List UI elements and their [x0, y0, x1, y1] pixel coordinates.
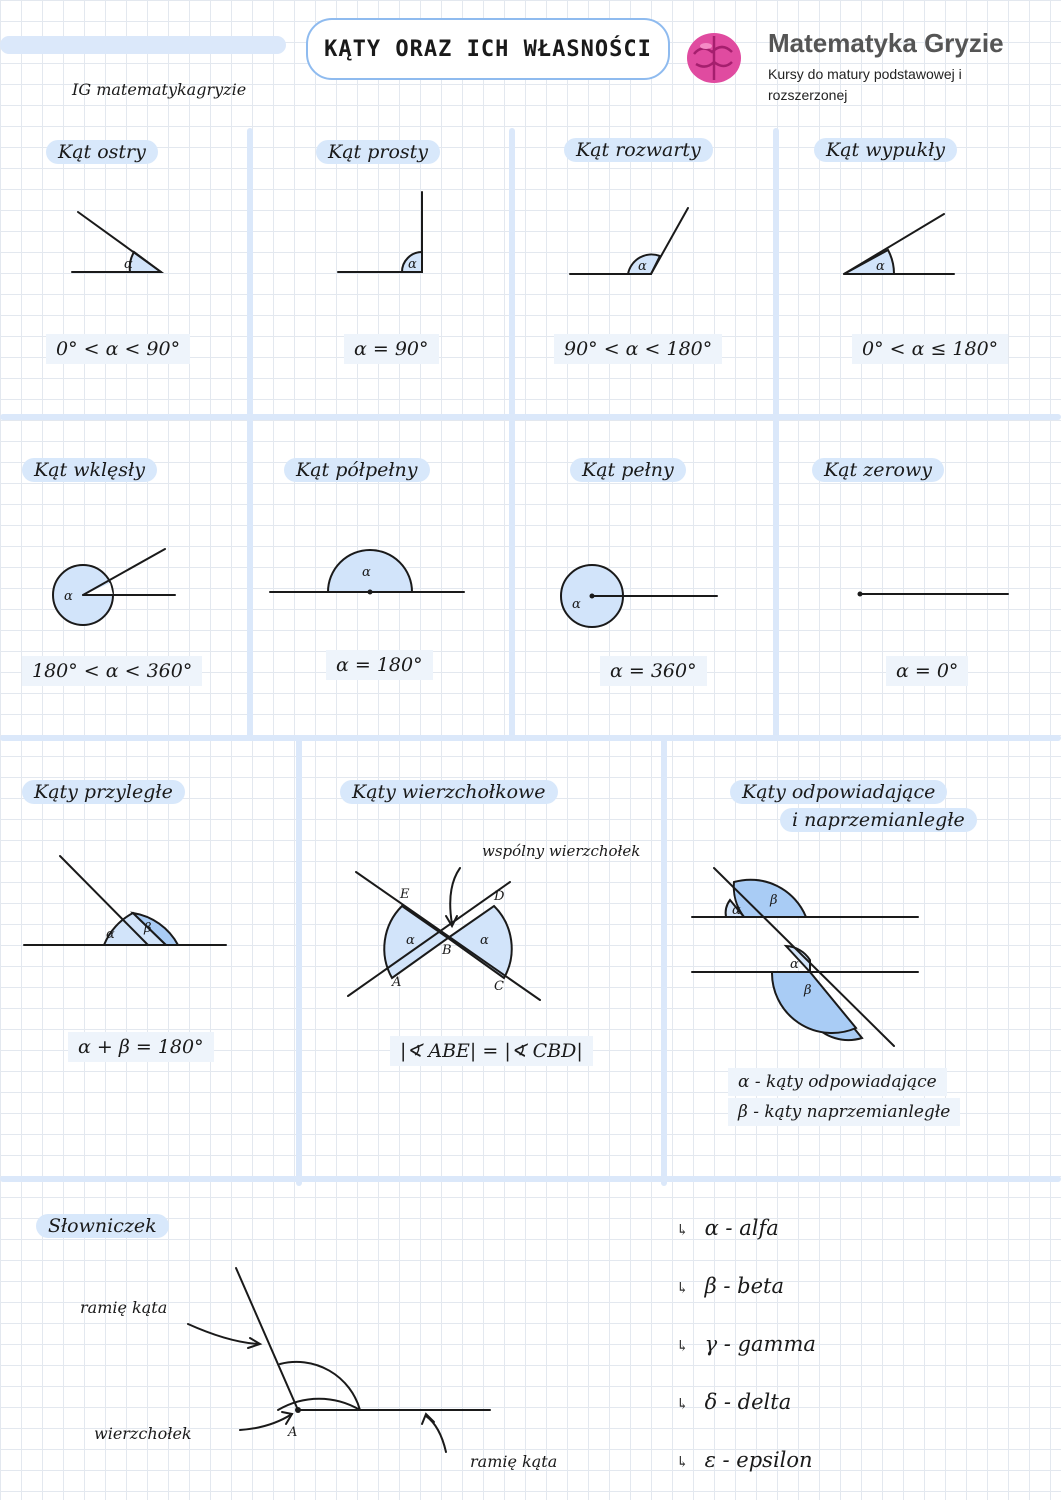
- straight-angle-formula: α = 180°: [326, 650, 433, 680]
- alpha-label: α: [124, 257, 133, 272]
- ig-handle: IG matematykagryzie: [72, 80, 247, 99]
- vertex-label: wierzchołek: [94, 1424, 192, 1443]
- corresponding-angles-title-2: i naprzemianległe: [780, 808, 977, 832]
- alpha-label: α: [638, 259, 647, 274]
- adjacent-angles-title: Kąty przyległe: [22, 780, 185, 804]
- arrow-icon: ↳: [676, 1221, 689, 1239]
- obtuse-angle-title: Kąt rozwarty: [564, 138, 713, 162]
- arrow-icon: ↳: [676, 1453, 689, 1471]
- adjacent-angles-formula: α + β = 180°: [68, 1032, 214, 1062]
- arm-label-bottom: ramię kąta: [470, 1452, 558, 1471]
- alpha-label: α: [106, 927, 115, 942]
- beta-label: β: [770, 893, 778, 908]
- right-angle-formula: α = 90°: [344, 334, 439, 364]
- alpha-label: α: [572, 597, 581, 612]
- vertical-angles-formula: |∢ ABE| = |∢ CBD|: [390, 1036, 593, 1066]
- convex-angle-diagram: [836, 200, 966, 290]
- obtuse-angle-diagram: [560, 200, 700, 290]
- corresponding-angles-diagram: [686, 860, 926, 1050]
- brand-name: Matematyka Gryzie: [768, 28, 1004, 58]
- acute-angle-diagram: [60, 200, 180, 290]
- brand-subtitle: Kursy do matury podstawowej i rozszerzonej: [768, 66, 962, 103]
- point-a: A: [392, 975, 402, 990]
- arrow-icon: ↳: [676, 1279, 689, 1297]
- arrow-icon: ↳: [676, 1337, 689, 1355]
- straight-angle-diagram: [266, 540, 470, 610]
- corresponding-legend-alpha: α - kąty odpowiadające: [728, 1068, 947, 1096]
- acute-angle-formula: 0° < α < 90°: [46, 334, 190, 364]
- greek-item-beta: ↳ β - beta: [676, 1274, 784, 1298]
- brain-logo-icon: [684, 28, 744, 88]
- alpha-label: α: [64, 589, 73, 604]
- beta-label: β: [804, 983, 812, 998]
- alpha-label: α: [408, 257, 417, 272]
- alpha-label: α: [876, 259, 885, 274]
- greek-item-alpha: ↳ α - alfa: [676, 1216, 779, 1240]
- divider: [247, 128, 253, 738]
- zero-angle-diagram: [852, 584, 1016, 604]
- glossary-diagram: [180, 1260, 500, 1460]
- page-title: KĄTY ORAZ ICH WŁASNOŚCI: [306, 18, 670, 80]
- corresponding-angles-title-1: Kąty odpowiadające: [730, 780, 947, 804]
- zero-angle-formula: α = 0°: [886, 656, 968, 686]
- divider: [661, 738, 667, 1186]
- alpha-label: α: [362, 565, 371, 580]
- greek-item-delta: ↳ δ - delta: [676, 1390, 792, 1414]
- vertical-angles-diagram: [340, 860, 550, 1010]
- greek-item-gamma: ↳ γ - gamma: [676, 1332, 816, 1356]
- reflex-angle-title: Kąt wklęsły: [22, 458, 157, 482]
- point-a: A: [288, 1425, 298, 1440]
- reflex-angle-diagram: [40, 540, 190, 640]
- acute-angle-title: Kąt ostry: [46, 140, 158, 164]
- divider: [0, 735, 1061, 741]
- point-b: B: [442, 943, 452, 958]
- full-angle-diagram: [552, 560, 722, 636]
- point-d: D: [494, 889, 505, 904]
- alpha-label: α: [480, 933, 489, 948]
- full-angle-formula: α = 360°: [600, 656, 707, 686]
- right-angle-diagram: [330, 180, 450, 290]
- full-angle-title: Kąt pełny: [570, 458, 686, 482]
- convex-angle-formula: 0° < α ≤ 180°: [852, 334, 1008, 364]
- divider: [296, 738, 302, 1186]
- reflex-angle-formula: 180° < α < 360°: [22, 656, 202, 686]
- alpha-label: α: [790, 957, 799, 972]
- vertical-angles-title: Kąty wierzchołkowe: [340, 780, 558, 804]
- adjacent-angles-diagram: [20, 850, 232, 960]
- convex-angle-title: Kąt wypukły: [814, 138, 957, 162]
- alpha-label: α: [732, 903, 741, 918]
- beta-label: β: [144, 921, 152, 936]
- point-c: C: [494, 979, 504, 994]
- divider: [0, 414, 1061, 420]
- arrow-icon: ↳: [676, 1395, 689, 1413]
- arm-label-top: ramię kąta: [80, 1298, 168, 1317]
- divider: [509, 128, 515, 738]
- obtuse-angle-formula: 90° < α < 180°: [554, 334, 722, 364]
- zero-angle-title: Kąt zerowy: [812, 458, 944, 482]
- divider: [0, 1176, 1061, 1182]
- header-decor-bar: [0, 36, 286, 54]
- divider: [773, 128, 779, 738]
- glossary-title: Słowniczek: [36, 1214, 169, 1238]
- greek-item-epsilon: ↳ ε - epsilon: [676, 1448, 813, 1472]
- point-e: E: [400, 887, 410, 902]
- alpha-label: α: [406, 933, 415, 948]
- right-angle-title: Kąt prosty: [316, 140, 440, 164]
- common-vertex-note: wspólny wierzchołek: [482, 842, 641, 860]
- straight-angle-title: Kąt półpełny: [284, 458, 430, 482]
- corresponding-legend-beta: β - kąty naprzemianległe: [728, 1098, 960, 1126]
